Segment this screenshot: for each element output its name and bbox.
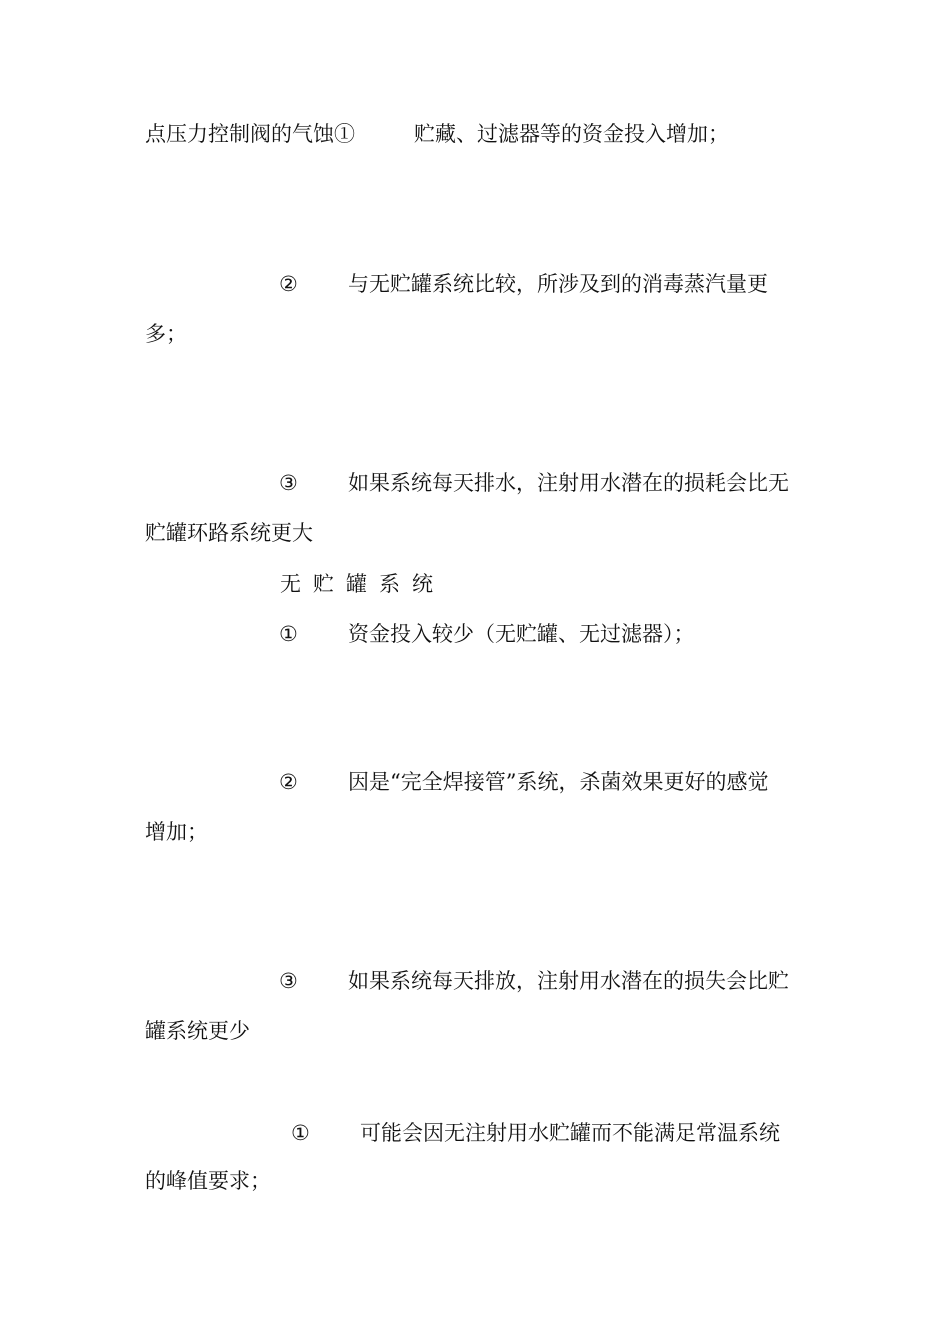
paragraph-line	[145, 1017, 250, 1045]
list-marker-symbol: ①	[291, 1121, 310, 1145]
list-marker-symbol: ③	[279, 471, 298, 495]
paragraph-line	[360, 1119, 780, 1147]
paragraph-continuation: 增加；	[145, 820, 208, 844]
paragraph-continuation: 的峰值要求；	[145, 1169, 271, 1193]
paragraph-text: 如果系统每天排水，注射用水潜在的损耗会比无	[348, 471, 789, 495]
paragraph-line	[145, 320, 187, 348]
list-marker	[279, 620, 298, 648]
paragraph-line	[348, 270, 768, 298]
paragraph-line	[145, 1167, 271, 1195]
paragraph-line	[414, 120, 729, 148]
paragraph-text: 可能会因无注射用水贮罐而不能满足常温系统	[360, 1121, 780, 1145]
list-marker-symbol: ②	[279, 770, 298, 794]
paragraph-text: 因是“完全焊接管”系统，杀菌效果更好的感觉	[348, 770, 769, 794]
list-marker	[279, 768, 298, 796]
list-marker	[279, 967, 298, 995]
paragraph-text: 资金投入较少（无贮罐、无过滤器）；	[348, 622, 695, 646]
list-marker	[291, 1119, 310, 1147]
paragraph-line	[145, 818, 208, 846]
list-marker	[279, 270, 298, 298]
paragraph-line	[145, 519, 313, 547]
paragraph-line	[348, 967, 789, 995]
paragraph-line	[348, 768, 768, 796]
paragraph-continuation: 罐系统更少	[145, 1019, 250, 1043]
paragraph-text: 与无贮罐系统比较，所涉及到的消毒蒸汽量更	[348, 272, 768, 296]
list-marker-symbol: ①	[279, 622, 298, 646]
paragraph-line	[348, 469, 789, 497]
list-marker-symbol: ②	[279, 272, 298, 296]
paragraph-line	[348, 620, 695, 648]
list-marker-symbol: ③	[279, 969, 298, 993]
paragraph-text: 如果系统每天排放，注射用水潜在的损失会比贮	[348, 969, 789, 993]
section-heading	[280, 570, 445, 598]
paragraph-lead: 点压力控制阀的气蚀①	[145, 122, 355, 146]
paragraph-continuation: 多；	[145, 322, 187, 346]
paragraph-line	[145, 120, 355, 148]
list-marker	[279, 469, 298, 497]
paragraph-text: 贮藏、过滤器等的资金投入增加；	[414, 122, 729, 146]
paragraph-continuation: 贮罐环路系统更大	[145, 521, 313, 545]
section-heading-text: 无贮罐系统	[280, 572, 445, 596]
